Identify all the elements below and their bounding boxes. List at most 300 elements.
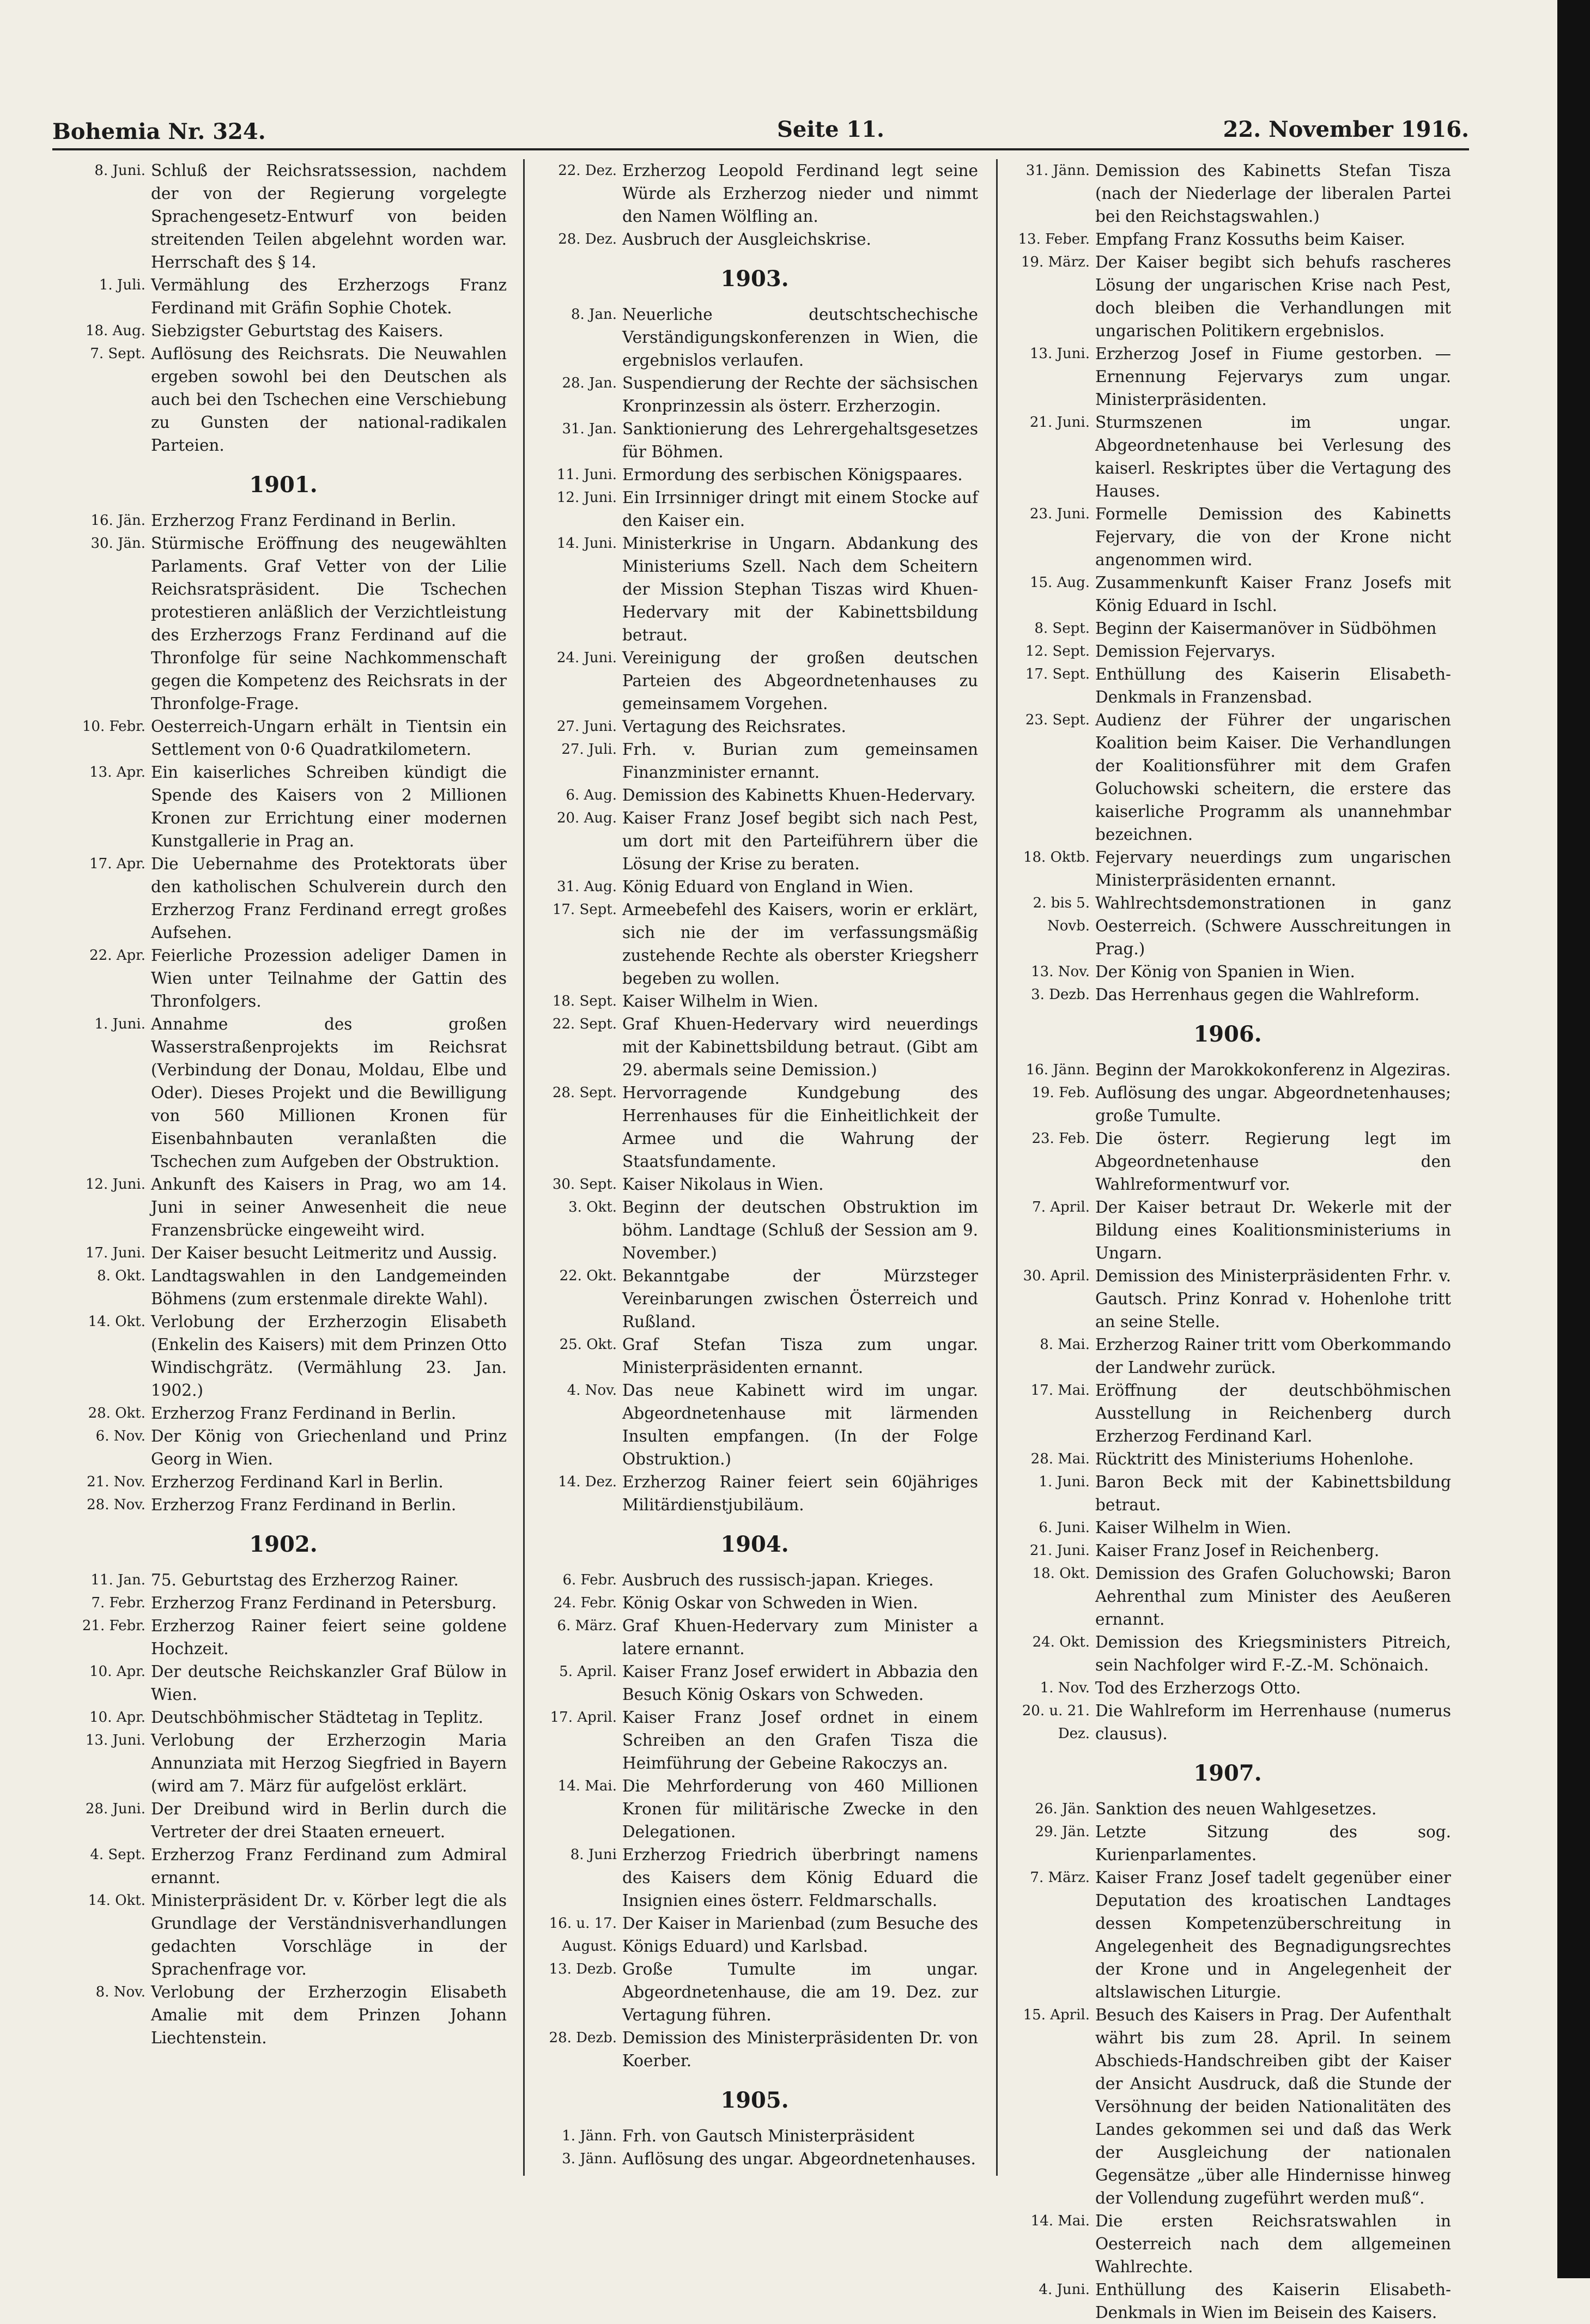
entry-text: Kaiser Franz Josef begibt sich nach Pest, um dort mit den Parteiführern über die Lösung der Krise zu beraten. [622, 809, 978, 873]
chronicle-entry [531, 2125, 978, 2147]
entry-text: Audienz der Führer der ungarischen Koalition beim Kaiser. Die Verhandlungen der Koalitionsführer mit dem Grafen Goluchowski scheitern, die erstere das kaiserliche Programm als unannehmbar bezeichnen. [1095, 711, 1451, 844]
entry-date: 21. Nov. [87, 1474, 145, 1490]
chronicle-entry [1004, 411, 1451, 503]
entry-text: Kaiser Wilhelm in Wien. [1095, 1518, 1291, 1537]
entry-text: Erzherzog Leopold Ferdinand legt seine Würde als Erzherzog nieder und nimmt den Namen Wölfling an. [622, 161, 978, 226]
entry-date: 7. Febr. [91, 1595, 145, 1611]
entry-text: Oesterreich-Ungarn erhält in Tientsin ein Settlement von 0·6 Quadratkilometern. [151, 717, 507, 759]
chronicle-entry [1004, 159, 1451, 228]
column-2 [531, 159, 978, 2170]
chronicle-entry [60, 1981, 507, 2049]
entry-text: Rücktritt des Ministeriums Hohenlohe. [1095, 1450, 1414, 1468]
chronicle-entry [531, 2026, 978, 2072]
entry-text: Ankunft des Kaisers in Prag, wo am 14. Juni in seiner Anwesenheit die neue Franzensbrücke eingeweiht wird. [151, 1175, 507, 1239]
entry-text: Auflösung des Reichsrats. Die Neuwahlen ergeben sowohl bei den Deutschen als auch bei den Tschechen eine Verschiebung zu Gunsten der national-radikalen Parteien. [151, 344, 507, 455]
chronicle-entry [1004, 228, 1451, 251]
chronicle-entry [531, 1958, 978, 2026]
year-heading: 1901. [249, 472, 318, 498]
entry-date: 10. Febr. [82, 718, 145, 735]
chronicle-entry [60, 532, 507, 715]
entry-text: Sanktion des neuen Wahlgesetzes. [1095, 1800, 1377, 1818]
entry-date: 17. Sept. [552, 901, 617, 918]
chronicle-entry [531, 807, 978, 875]
entry-text: Erzherzog Franz Ferdinand in Berlin. [151, 1404, 457, 1423]
entry-text: Der Kaiser betraut Dr. Wekerle mit der Bildung eines Koalitionsministeriums in Ungarn. [1095, 1198, 1451, 1262]
entry-text: Stürmische Eröffnung des neugewählten Parlaments. Graf Vetter von der Lilie Reichsratspräsident. Die Tschechen protestieren anläßlich der Verzichtleistung des Erzherzogs Franz Ferdinand auf die Thronfolge für seine Nachkommenschaft gegen die Kompetenz des Reichsrats in der Thronfolge-Frage. [151, 534, 507, 713]
chronicle-entry [1004, 1470, 1451, 1516]
chronicle-entry [1004, 1699, 1451, 1745]
entry-text: Verlobung der Erzherzogin Elisabeth Amalie mit dem Prinzen Johann Liechtenstein. [151, 1983, 507, 2047]
chronicle-entry [1004, 892, 1451, 960]
entry-text: Das neue Kabinett wird im ungar. Abgeordnetenhause mit lärmenden Insulten empfangen. (In der Folge Obstruktion.) [622, 1381, 978, 1468]
chronicle-entry [531, 1591, 978, 1614]
entry-date: 14. Okt. [88, 1892, 145, 1909]
entry-date: 18. Aug. [85, 323, 145, 339]
entry-date: 28. Mai. [1030, 1451, 1090, 1467]
entry-date: 13. Apr. [89, 764, 145, 780]
entry-date: 18. Okt. [1032, 1565, 1090, 1582]
chronicle-entry [531, 486, 978, 532]
entry-date: 23. Feb. [1031, 1130, 1090, 1147]
year-heading: 1904. [720, 1532, 789, 1557]
chronicle-entry [60, 1470, 507, 1493]
year-heading: 1905. [720, 2087, 789, 2113]
chronicle-entry [531, 1775, 978, 1843]
entry-text: Der Kaiser besucht Leitmeritz und Aussig. [151, 1244, 497, 1262]
chronicle-entry [531, 303, 978, 372]
entry-text: Fejervary neuerdings zum ungarischen Ministerpräsidenten ernannt. [1095, 848, 1451, 889]
column-3 [1004, 159, 1451, 2324]
chronicle-entry [531, 1912, 978, 1958]
chronicle-entry [60, 1843, 507, 1889]
entry-text: König Oskar von Schweden in Wien. [622, 1594, 918, 1612]
entry-date: 8. Juni. [94, 162, 145, 179]
entry-text: Beginn der Marokkokonferenz in Algeziras. [1095, 1061, 1451, 1079]
entry-date: 15. April. [1023, 2007, 1090, 2023]
header-rule [52, 148, 1469, 150]
entry-date: 1. Juli. [99, 277, 145, 293]
chronicle-entry [1004, 1058, 1451, 1081]
entry-text: Frh. v. Burian zum gemeinsamen Finanzminister ernannt. [622, 740, 978, 782]
entry-text: Baron Beck mit der Kabinettsbildung betraut. [1095, 1473, 1451, 1514]
chronicle-entry [531, 159, 978, 228]
chronicle-entry [1004, 1081, 1451, 1127]
chronicle-entry [531, 532, 978, 646]
chronicle-entry [60, 1493, 507, 1516]
entry-date: 14. Mai. [1030, 2213, 1090, 2229]
entry-text: Eröffnung der deutschböhmischen Ausstellung in Reichenberg durch Erzherzog Ferdinand Karl. [1095, 1381, 1451, 1445]
entry-date: 28. Dezb. [549, 2030, 617, 2046]
entry-text: Tod des Erzherzogs Otto. [1095, 1679, 1301, 1697]
chronicle-entry [531, 1614, 978, 1660]
entry-date: 27. Juni. [556, 718, 617, 735]
entry-date: 31. Jan. [562, 421, 617, 437]
chronicle-entry [1004, 503, 1451, 571]
chronicle-entry [1004, 1264, 1451, 1333]
entry-text: Formelle Demission des Kabinetts Fejervary, die von der Krone nicht angenommen wird. [1095, 505, 1451, 569]
year-heading: 1902. [249, 1532, 318, 1557]
entry-date: 13. Juni. [85, 1732, 145, 1748]
entry-date: 5. April. [559, 1663, 617, 1680]
entry-date: 7. April. [1032, 1199, 1090, 1215]
entry-text: Enthüllung des Kaiserin Elisabeth-Denkmals in Franzensbad. [1095, 665, 1451, 706]
chronicle-entry [531, 463, 978, 486]
entry-text: Erzherzog Rainer feiert sein 60jähriges Militärdienstjubiläum. [622, 1473, 978, 1514]
entry-date: 28. Juni. [85, 1801, 145, 1817]
chronicle-entry [60, 944, 507, 1013]
entry-date: 11. Jan. [90, 1572, 145, 1588]
entry-date: 13. Nov. [1031, 964, 1090, 980]
entry-text: Der deutsche Reichskanzler Graf Bülow in Wien. [151, 1662, 507, 1704]
entry-text: Armeebefehl des Kaisers, worin er erklärt, sich nie der im verfassungsmäßig zustehende Rechte als oberster Kriegsherr begeben zu wollen. [622, 900, 978, 988]
header-publication: Bohemia Nr. 324. [52, 119, 266, 144]
entry-date: 13. Juni. [1029, 346, 1090, 362]
entry-text: Demission des Grafen Goluchowski; Baron Aehrenthal zum Minister des Aeußeren ernannt. [1095, 1564, 1451, 1629]
entry-text: Vereinigung der großen deutschen Parteien des Abgeordnetenhauses zu gemeinsamem Vorgehen. [622, 649, 978, 713]
entry-date: 26. Jän. [1035, 1801, 1090, 1817]
entry-text: Sturmszenen im ungar. Abgeordnetenhause bei Verlesung des kaiserl. Reskriptes über die Vertagung des Hauses. [1095, 413, 1451, 500]
chronicle-entry [1004, 2210, 1451, 2278]
entry-text: Wahlrechtsdemonstrationen in ganz Oesterreich. (Schwere Ausschreitungen in Prag.) [1095, 894, 1451, 958]
entry-date: 14. Dez. [558, 1474, 617, 1490]
entry-text: Der Kaiser in Marienbad (zum Besuche des Königs Eduard) und Karlsbad. [622, 1914, 978, 1956]
entry-date: 19. Feb. [1031, 1085, 1090, 1101]
entry-text: Sanktionierung des Lehrergehaltsgesetzes für Böhmen. [622, 420, 978, 461]
entry-text: Schluß der Reichsratssession, nachdem der von der Regierung vorgelegte Sprachengesetz-Entwurf von beiden streitenden Teilen abgelehnt worden war. Herrschaft des § 14. [151, 161, 507, 271]
entry-date: 22. Apr. [89, 947, 145, 964]
chronicle-entry [531, 784, 978, 807]
chronicle-entry [1004, 640, 1451, 663]
entry-date: 13. Feber. [1018, 231, 1090, 247]
entry-text: Beginn der Kaisermanöver in Südböhmen [1095, 619, 1437, 638]
entry-date: 14. Juni. [556, 535, 617, 552]
entry-date: 23. Juni. [1029, 506, 1090, 522]
entry-date: 8. Mai. [1040, 1336, 1090, 1353]
entry-date: 8. Jan. [571, 306, 617, 323]
chronicle-entry [1004, 1516, 1451, 1539]
entry-date: 3. Dezb. [1031, 987, 1090, 1003]
chronicle-entry [60, 274, 507, 319]
chronicle-entry [60, 1660, 507, 1706]
entry-date: 16. u. 17. August. [549, 1915, 617, 1954]
chronicle-entry [1004, 983, 1451, 1006]
entry-date: 1. Juni. [94, 1016, 145, 1032]
chronicle-entry [1004, 2004, 1451, 2210]
entry-date: 6. Nov. [95, 1428, 145, 1444]
entry-text: Die Uebernahme des Protektorats über den katholischen Schulverein durch den Erzherzog Franz Ferdinand erregt großes Aufsehen. [151, 855, 507, 942]
entry-date: 18. Sept. [552, 993, 617, 1009]
entry-text: Die ersten Reichsratswahlen in Oesterreich nach dem allgemeinen Wahlrechte. [1095, 2212, 1451, 2276]
chronicle-entry [60, 852, 507, 944]
entry-date: 6. März. [557, 1618, 617, 1634]
entry-date: 30. Jän. [90, 535, 145, 552]
chronicle-entry [60, 1729, 507, 1798]
entry-text: Verlobung der Erzherzogin Elisabeth (Enkelin des Kaisers) mit dem Prinzen Otto Windischgrätz. (Vermählung 23. Jan. 1902.) [151, 1312, 507, 1400]
entry-date: 6. Febr. [562, 1572, 617, 1588]
chronicle-entry [1004, 1448, 1451, 1470]
entry-date: 7. März. [1030, 1869, 1090, 1886]
chronicle-entry [1004, 1866, 1451, 2004]
chronicle-entry [60, 1889, 507, 1981]
column-divider [523, 159, 525, 2176]
entry-date: 6. Juni. [1039, 1520, 1090, 1536]
entry-text: Die Wahlreform im Herrenhause (numerus clausus). [1095, 1702, 1451, 1743]
entry-date: 4. Juni. [1039, 2281, 1090, 2298]
chronicle-entry [1004, 1798, 1451, 1820]
entry-text: Empfang Franz Kossuths beim Kaiser. [1095, 230, 1405, 249]
entry-text: Demission des Ministerpräsidenten Frhr. v. Gautsch. Prinz Konrad v. Hohenlohe tritt an seine Stelle. [1095, 1267, 1451, 1331]
entry-text: Demission des Kabinetts Khuen-Hedervary. [622, 786, 976, 804]
entry-text: Das Herrenhaus gegen die Wahlreform. [1095, 985, 1420, 1004]
chronicle-entry [1004, 960, 1451, 983]
entry-text: Demission Fejervarys. [1095, 642, 1276, 661]
chronicle-entry [60, 1569, 507, 1591]
entry-text: Demission des Kriegsministers Pitreich, sein Nachfolger wird F.-Z.-M. Schönaich. [1095, 1633, 1451, 1674]
entry-date: 8. Sept. [1034, 620, 1090, 637]
entry-text: Kaiser Franz Josef in Reichenberg. [1095, 1541, 1380, 1560]
chronicle-entry [1004, 571, 1451, 617]
entry-date: 8. Okt. [97, 1268, 145, 1284]
entry-text: Erzherzog Josef in Fiume gestorben. — Ernennung Fejervarys zum ungar. Ministerpräsidenten. [1095, 344, 1451, 409]
entry-text: Feierliche Prozession adeliger Damen in Wien unter Teilnahme der Gattin des Thronfolgers. [151, 946, 507, 1010]
entry-date: 28. Jan. [562, 375, 617, 391]
entry-date: 20. u. 21. Dez. [1022, 1703, 1090, 1742]
chronicle-entry [1004, 1333, 1451, 1379]
entry-text: Annahme des großen Wasserstraßenprojekts im Reichsrat (Verbindung der Donau, Moldau, Elbe und Oder). Dieses Projekt und die Bewilligung von 560 Millionen Kronen für Eisenbahnbauten veranlaßten die Tschechen zum Aufgeben der Obstruktion. [151, 1015, 507, 1171]
entry-text: Auflösung des ungar. Abgeordnetenhauses. [622, 2150, 976, 2168]
chronicle-entry [60, 509, 507, 532]
entry-text: Kaiser Nikolaus in Wien. [622, 1175, 824, 1194]
chronicle-entry [531, 875, 978, 898]
entry-text: Erzherzog Franz Ferdinand in Petersburg. [151, 1594, 497, 1612]
entry-date: 3. Jänn. [562, 2151, 617, 2167]
entry-text: Auflösung des ungar. Abgeordnetenhauses; große Tumulte. [1095, 1084, 1451, 1125]
chronicle-entry [531, 417, 978, 463]
entry-date: 12. Juni. [556, 489, 617, 506]
chronicle-entry [60, 342, 507, 457]
chronicle-entry [1004, 1631, 1451, 1677]
entry-text: Erzherzog Rainer feiert seine goldene Hochzeit. [151, 1617, 507, 1658]
entry-text: 75. Geburtstag des Erzherzog Rainer. [151, 1571, 459, 1589]
entry-text: Der Dreibund wird in Berlin durch die Vertreter der drei Staaten erneuert. [151, 1800, 507, 1841]
entry-text: Verlobung der Erzherzogin Maria Annunziata mit Herzog Siegfried in Bayern (wird am 7. März für aufgelöst erklärt. [151, 1731, 507, 1795]
entry-text: Kaiser Franz Josef tadelt gegenüber einer Deputation des kroatischen Landtages dessen Kompetenzüberschreitung in Angelegenheit des Begnadigungsrechtes der Krone und in Angelegenheit der altslawischen Liturgie. [1095, 1868, 1451, 2001]
entry-date: 17. April. [550, 1709, 617, 1726]
entry-text: Der König von Spanien in Wien. [1095, 963, 1355, 981]
chronicle-entry [60, 1798, 507, 1843]
entry-date: 16. Jän. [90, 512, 145, 529]
entry-text: Vermählung des Erzherzogs Franz Ferdinand mit Gräfin Sophie Chotek. [151, 276, 507, 317]
header-date: 22. November 1916. [1223, 117, 1469, 142]
chronicle-entry [1004, 1379, 1451, 1448]
entry-date: 30. April. [1023, 1268, 1090, 1284]
entry-text: Ausbruch des russisch-japan. Krieges. [622, 1571, 934, 1589]
header-page-number: Seite 11. [777, 117, 884, 142]
entry-text: Bekanntgabe der Mürzsteger Vereinbarungen zwischen Österreich und Rußland. [622, 1267, 978, 1331]
chronicle-entry [531, 1660, 978, 1706]
entry-text: Zusammenkunft Kaiser Franz Josefs mit König Eduard in Ischl. [1095, 573, 1451, 615]
chronicle-entry [531, 1081, 978, 1173]
entry-text: Erzherzog Franz Ferdinand in Berlin. [151, 511, 457, 530]
entry-date: 15. Aug. [1029, 574, 1090, 591]
chronicle-entry [531, 715, 978, 738]
page-header [52, 113, 1469, 152]
entry-text: Frh. von Gautsch Ministerpräsident [622, 2127, 915, 2145]
chronicle-entry [531, 1196, 978, 1264]
chronicle-entry [1004, 1562, 1451, 1631]
entry-text: Erzherzog Rainer tritt vom Oberkommando der Landwehr zurück. [1095, 1335, 1451, 1377]
entry-date: 28. Nov. [87, 1497, 145, 1513]
entry-date: 10. Apr. [89, 1663, 145, 1680]
entry-date: 21. Juni. [1029, 1542, 1090, 1559]
entry-text: Die österr. Regierung legt im Abgeordnetenhause den Wahlreformentwurf vor. [1095, 1129, 1451, 1194]
entry-text: Kaiser Franz Josef erwidert in Abbazia den Besuch König Oskars von Schweden. [622, 1662, 978, 1704]
chronicle-entry [1004, 1127, 1451, 1196]
entry-text: Große Tumulte im ungar. Abgeordnetenhause, die am 19. Dez. zur Vertagung führen. [622, 1960, 978, 2024]
entry-date: 1. Nov. [1040, 1680, 1090, 1696]
chronicle-entry [1004, 709, 1451, 846]
entry-text: Ministerpräsident Dr. v. Körber legt die als Grundlage der Verständnisverhandlungen gedachten Vorschläge in der Sprachenfrage vor. [151, 1891, 507, 1978]
chronicle-entry [531, 2147, 978, 2170]
entry-date: 22. Sept. [552, 1016, 617, 1032]
entry-date: 17. Sept. [1025, 666, 1090, 682]
entry-text: Hervorragende Kundgebung des Herrenhauses für die Einheitlichkeit der Armee und die Wahrung der Staatsfundamente. [622, 1084, 978, 1171]
entry-date: 8. Nov. [95, 1984, 145, 2000]
entry-date: 7. Sept. [90, 346, 145, 362]
entry-date: 1. Jänn. [562, 2128, 617, 2144]
entry-text: Die Mehrforderung von 460 Millionen Kronen für militärische Zwecke in den Delegationen. [622, 1777, 978, 1841]
entry-date: 18. Oktb. [1023, 849, 1090, 866]
entry-date: 27. Juli. [561, 741, 617, 758]
chronicle-entry [531, 1379, 978, 1470]
chronicle-entry [531, 990, 978, 1013]
entry-date: 2. bis 5. Novb. [1033, 895, 1090, 934]
entry-date: 28. Dez. [558, 231, 617, 247]
entry-date: 24. Juni. [556, 650, 617, 666]
entry-date: 25. Okt. [559, 1336, 617, 1353]
entry-text: Enthüllung des Kaiserin Elisabeth-Denkmals in Wien im Beisein des Kaisers. [1095, 2280, 1451, 2322]
entry-date: 8. Juni [570, 1847, 617, 1863]
chronicle-entry [531, 898, 978, 990]
entry-text: Ein Irrsinniger dringt mit einem Stocke auf den Kaiser ein. [622, 488, 978, 530]
year-heading: 1903. [720, 266, 789, 292]
chronicle-entry [1004, 1539, 1451, 1562]
chronicle-entry [531, 228, 978, 251]
entry-text: Beginn der deutschen Obstruktion im böhm. Landtage (Schluß der Session am 9. November.) [622, 1198, 978, 1262]
entry-text: Vertagung des Reichsrates. [622, 717, 846, 736]
chronicle-entry [1004, 2278, 1451, 2324]
entry-date: 23. Sept. [1025, 712, 1090, 728]
entry-date: 24. Febr. [553, 1595, 617, 1611]
entry-text: Demission des Kabinetts Stefan Tisza (nach der Niederlage der liberalen Partei bei den Reichstagswahlen.) [1095, 161, 1451, 226]
chronicle-entry [531, 738, 978, 784]
chronicle-entry [60, 1310, 507, 1402]
chronicle-entry [60, 1425, 507, 1470]
entry-text: Erzherzog Franz Ferdinand in Berlin. [151, 1496, 457, 1514]
chronicle-entry [1004, 1677, 1451, 1699]
entry-date: 4. Nov. [567, 1382, 617, 1399]
entry-text: Kaiser Franz Josef ordnet in einem Schreiben an den Grafen Tisza die Heimführung der Gebeine Rakoczys an. [622, 1708, 978, 1772]
year-heading: 1906. [1193, 1021, 1262, 1047]
chronicle-entry [1004, 663, 1451, 709]
entry-date: 3. Okt. [568, 1199, 617, 1215]
chronicle-entry [531, 372, 978, 417]
entry-text: Kaiser Wilhelm in Wien. [622, 992, 818, 1010]
entry-text: Deutschböhmischer Städtetag in Teplitz. [151, 1708, 484, 1727]
entry-text: Siebzigster Geburtstag des Kaisers. [151, 322, 444, 340]
entry-date: 31. Aug. [556, 879, 617, 895]
entry-date: 19. März. [1021, 254, 1090, 270]
entry-date: 11. Juni. [556, 467, 617, 483]
entry-date: 14. Okt. [88, 1314, 145, 1330]
entry-date: 17. Mai. [1030, 1382, 1090, 1399]
chronicle-entry [531, 646, 978, 715]
chronicle-entry [60, 1706, 507, 1729]
chronicle-entry [531, 1843, 978, 1912]
entry-text: Suspendierung der Rechte der sächsischen Kronprinzessin als österr. Erzherzogin. [622, 374, 978, 415]
entry-text: Besuch des Kaisers in Prag. Der Aufenthalt währt bis zum 28. April. In seinem Abschieds-Handschreiben gibt der Kaiser der Ansicht Ausdruck, daß die Stunde der Versöhnung der beiden Nationalitäten des Landes gekommen sei und daß das Werk der Ausgleichung der nationalen Gegensätze „über alle Hindernisse hinweg der Vollendung zugeführt werden muß“. [1095, 2006, 1451, 2207]
entry-text: Graf Khuen-Hedervary zum Minister a latere ernannt. [622, 1617, 978, 1658]
chronicle-entry [1004, 1820, 1451, 1866]
year-heading: 1907. [1193, 1760, 1262, 1786]
entry-text: Erzherzog Friedrich überbringt namens des Kaisers dem König Eduard die Insignien eines österr. Feldmarschalls. [622, 1845, 978, 1910]
chronicle-entry [531, 1706, 978, 1775]
scan-edge [1557, 0, 1590, 2278]
column-divider [996, 159, 998, 2176]
chronicle-entry [531, 1264, 978, 1333]
chronicle-entry [531, 1013, 978, 1081]
chronicle-entry [531, 1569, 978, 1591]
chronicle-entry [60, 1591, 507, 1614]
entry-text: Graf Khuen-Hedervary wird neuerdings mit der Kabinettsbildung betraut. (Gibt am 29. abermals seine Demission.) [622, 1015, 978, 1079]
entry-date: 4. Sept. [90, 1847, 145, 1863]
entry-date: 22. Okt. [559, 1268, 617, 1284]
entry-date: 12. Sept. [1025, 643, 1090, 659]
chronicle-entry [60, 1013, 507, 1173]
entry-text: Ministerkrise in Ungarn. Abdankung des Ministeriums Szell. Nach dem Scheitern der Mission Stephan Tiszas wird Khuen-Hedervary mit der Kabinettsbildung betraut. [622, 534, 978, 644]
chronicle-entry [60, 761, 507, 852]
entry-date: 29. Jän. [1035, 1824, 1090, 1840]
entry-date: 6. Aug. [566, 787, 617, 803]
entry-date: 12. Juni. [85, 1176, 145, 1193]
entry-date: 20. Aug. [556, 810, 617, 826]
chronicle-entry [531, 1470, 978, 1516]
entry-date: 14. Mai. [557, 1778, 617, 1794]
entry-date: 13. Dezb. [549, 1961, 617, 1977]
entry-date: 17. Apr. [89, 856, 145, 872]
entry-text: Ein kaiserliches Schreiben kündigt die Spende des Kaisers von 2 Millionen Kronen zur Errichtung einer modernen Kunstgallerie in Prag an. [151, 763, 507, 850]
entry-text: Ermordung des serbischen Königspaares. [622, 465, 963, 484]
entry-date: 21. Febr. [82, 1618, 145, 1634]
entry-date: 30. Sept. [552, 1176, 617, 1193]
entry-date: 21. Juni. [1029, 414, 1090, 431]
chronicle-entry [1004, 251, 1451, 342]
chronicle-entry [60, 1173, 507, 1242]
chronicle-entry [531, 1173, 978, 1196]
entry-text: König Eduard von England in Wien. [622, 877, 914, 896]
column-1 [60, 159, 507, 2049]
entry-date: 16. Jänn. [1025, 1062, 1090, 1078]
chronicle-entry [1004, 342, 1451, 411]
entry-text: Letzte Sitzung des sog. Kurienparlamentes. [1095, 1823, 1451, 1864]
entry-date: 10. Apr. [89, 1709, 145, 1726]
entry-date: 24. Okt. [1032, 1634, 1090, 1650]
entry-date: 17. Juni. [85, 1245, 145, 1261]
chronicle-entry [1004, 846, 1451, 892]
entry-date: 28. Sept. [552, 1085, 617, 1101]
chronicle-entry [60, 1402, 507, 1425]
chronicle-entry [60, 159, 507, 274]
